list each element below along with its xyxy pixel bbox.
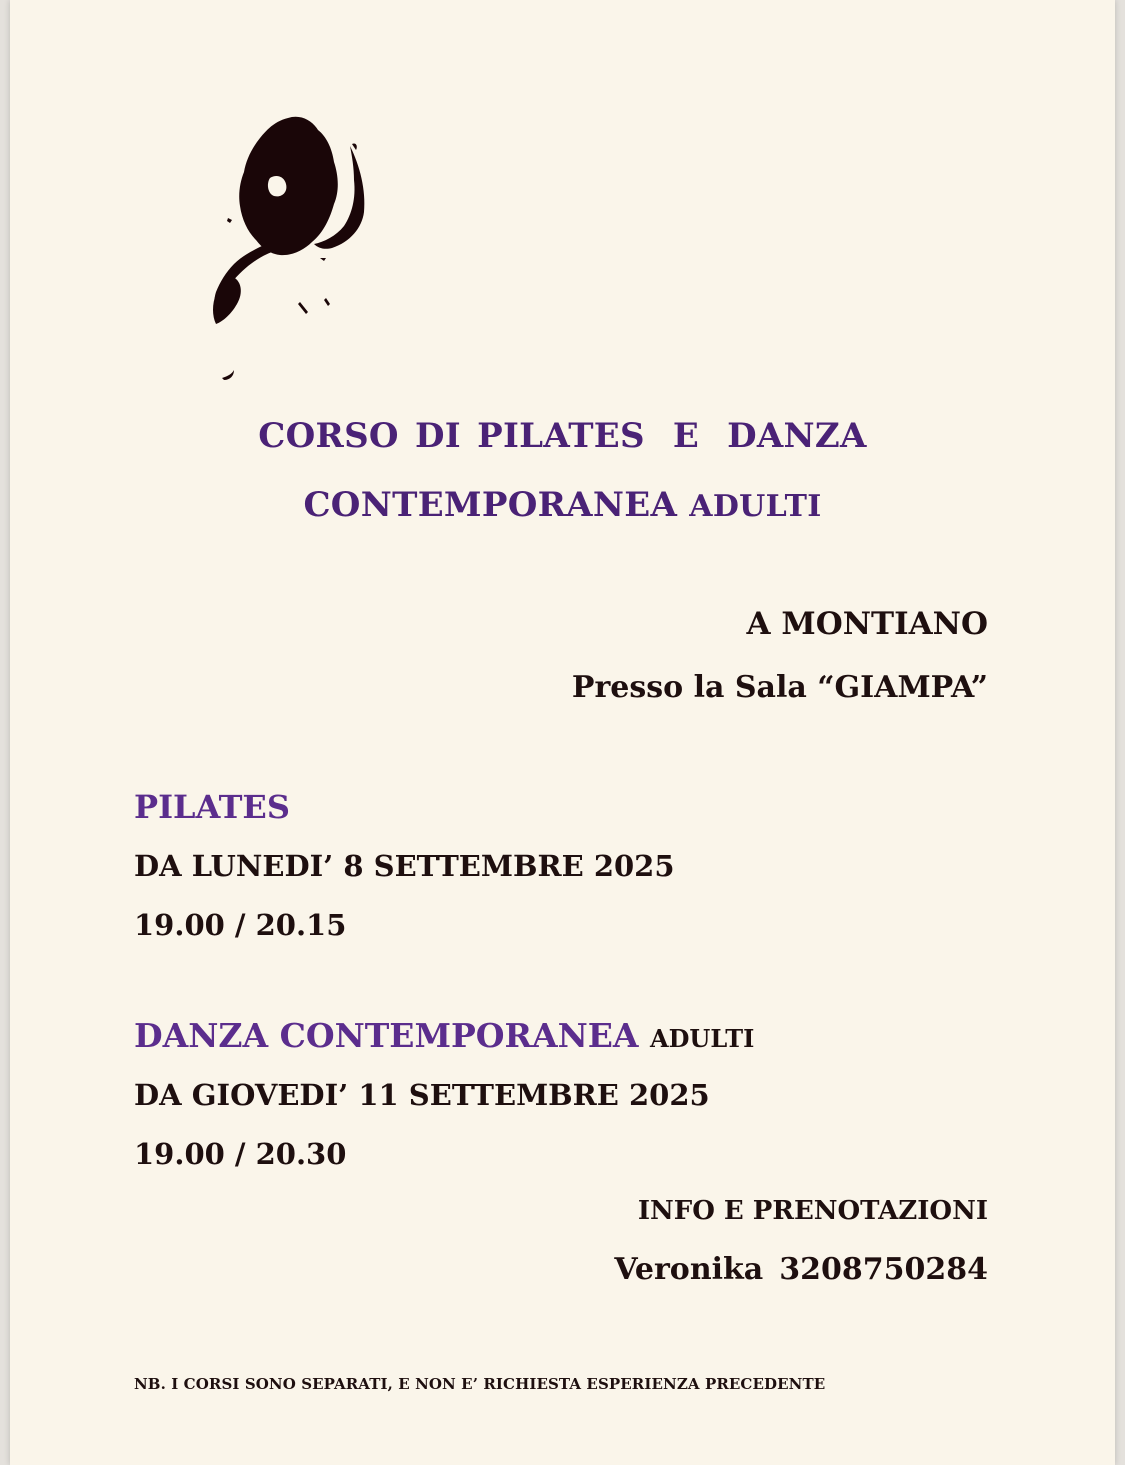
contact-line (614, 1252, 988, 1287)
dancer-logo-icon (200, 108, 380, 393)
location-town: A MONTIANO (746, 606, 988, 642)
contact-phone: 3208750284 (779, 1252, 988, 1287)
title-line-1: CORSO DI PILATES E DANZA (258, 416, 867, 456)
pilates-start-date: DA LUNEDI’ 8 SETTEMBRE 2025 (134, 849, 675, 883)
danza-time: 19.00 / 20.30 (134, 1137, 347, 1171)
location-venue: Presso la Sala “GIAMPA” (571, 670, 988, 705)
danza-heading: DANZA CONTEMPORANEA ADULTI (134, 1016, 755, 1055)
contact-name: Veronika (614, 1252, 764, 1287)
footnote: NB. I CORSI SONO SEPARATI, E NON E’ RICHIESTA ESPERIENZA PRECEDENTE (134, 1375, 826, 1393)
pilates-time: 19.00 / 20.15 (134, 908, 347, 942)
title-line-2: CONTEMPORANEA ADULTI (303, 485, 822, 525)
danza-start-date: DA GIOVEDI’ 11 SETTEMBRE 2025 (134, 1078, 710, 1112)
flyer-page (10, 0, 1115, 1465)
pilates-heading: PILATES (134, 788, 290, 826)
info-label: INFO E PRENOTAZIONI (637, 1196, 988, 1226)
